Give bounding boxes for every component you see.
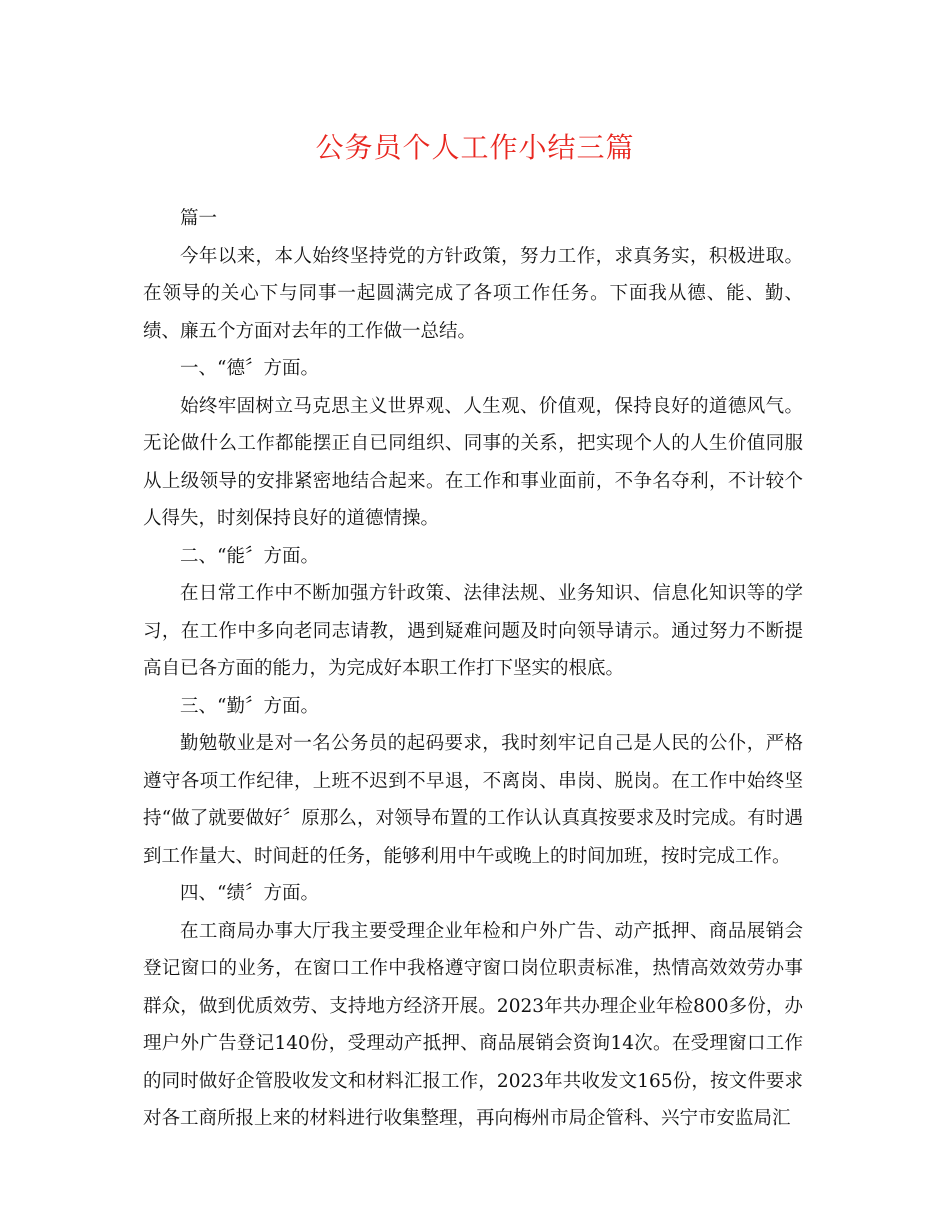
neng-paragraph: 在日常工作中不断加强方针政策、法律法规、业务知识、信息化知识等的学习，在工作中多向老同志请教，遇到疑难问题及时向领导请示。通过努力不断提高自已各方面的能力，为完成好本职工作打下坚实的根底。 — [143, 583, 803, 679]
document-title: 公务员个人工作小结三篇 — [315, 131, 635, 164]
section-heading-part-one: 篇一 — [180, 208, 218, 229]
section-heading-neng: 二、“能〞方面。 — [180, 545, 319, 567]
qin-paragraph: 勤勉敬业是对一名公务员的起码要求，我时刻牢记自己是人民的公仆，严格遵守各项工作纪律，上班不迟到不早退，不离岗、串岗、脱岗。在工作中始终坚持“做了就要做好〞原那么，对领导布置的工作认认真真按要求及时完成。有时遇到工作量大、时间赶的任务，能够利用中午或晚上的时间加班，按时完成工作。 — [143, 733, 803, 867]
section-heading-de: 一、“德〞方面。 — [180, 358, 319, 379]
section-heading-qin: 三、“勤〞方面。 — [180, 695, 319, 717]
section-heading-ji: 四、“绩〞方面。 — [180, 883, 319, 904]
document-body — [143, 200, 803, 1138]
ji-paragraph: 在工商局办事大厅我主要受理企业年检和户外广告、动产抵押、商品展销会登记窗口的业务，在窗口工作中我格遵守窗口岗位职责标准，热情高效效劳办事群众，做到优质效劳、支持地方经济开展。2023年共办理企业年检800多份，办理户外广告登记140份，受理动产抵押、商品展销会资询14次。在受理窗口工作的同时做好企管股收发文和材料汇报工作，2023年共收发文165份，按文件要求对各工商所报上来的材料进行收集整理，再向梅州市局企管科、兴宁市安监局汇 — [143, 920, 803, 1129]
intro-paragraph: 今年以来，本人始终坚持党的方针政策，努力工作，求真务实，积极进取。在领导的关心下与同事一起圆满完成了各项工作任务。下面我从德、能、勤、绩、廉五个方面对去年的工作做一总结。 — [143, 245, 803, 342]
de-paragraph: 始终牢固树立马克思主义世界观、人生观、价值观，保持良好的道德风气。无论做什么工作都能摆正自已同组织、同事的关系，把实现个人的人生价值同服从上级领导的安排紧密地结合起来。在工作和事业面前，不争名夺利，不计较个人得失，时刻保持良好的道德情操。 — [143, 395, 803, 529]
